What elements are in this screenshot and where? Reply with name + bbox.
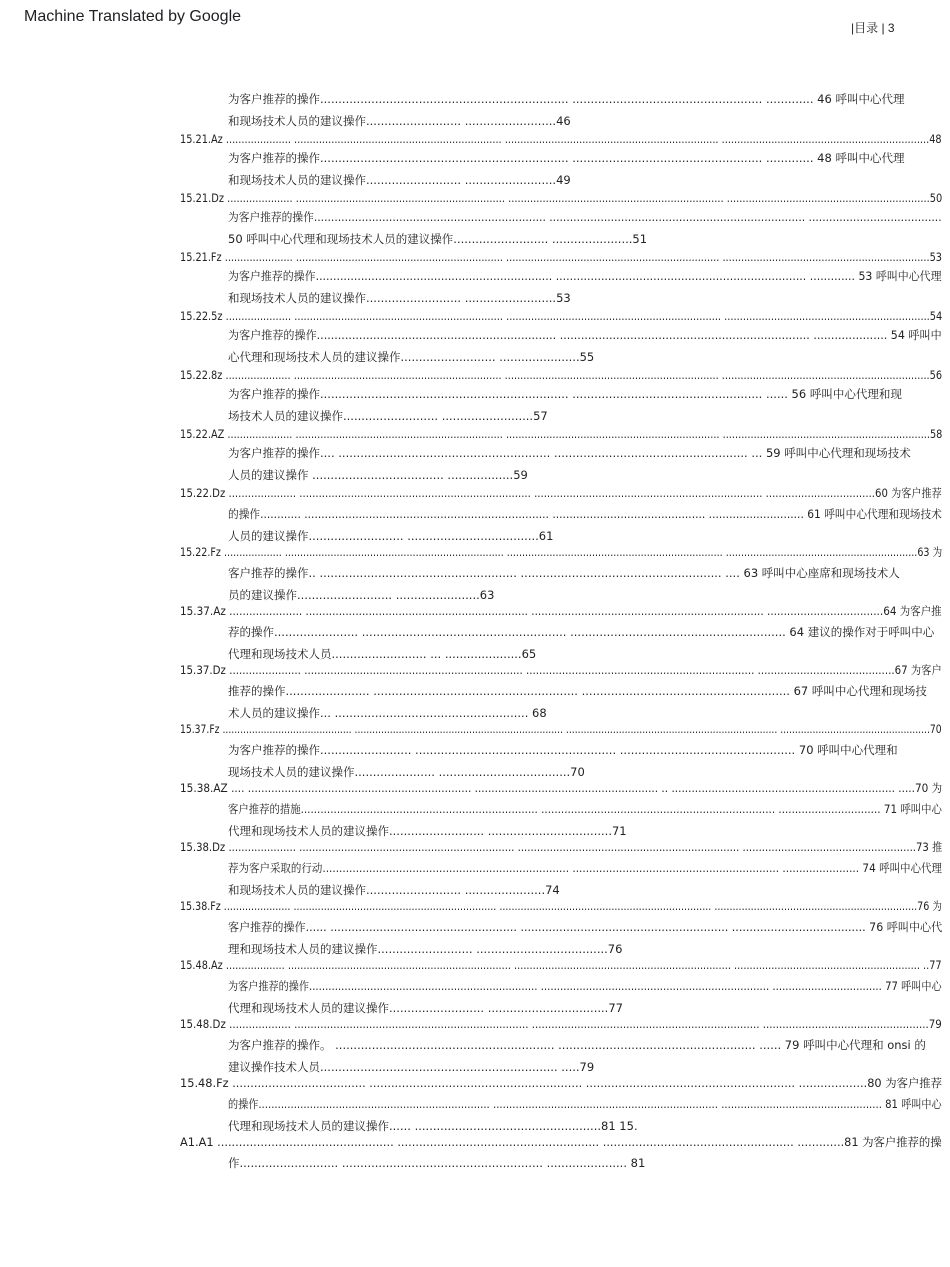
toc-line: 为客户推荐的操作.................................................................... .................................................... ............. 48 呼叫中心代理	[228, 151, 905, 165]
toc-entry[interactable]: 15.22.5z ..................... ................................................................... ..................................................................... ..................................................................54	[180, 309, 943, 323]
toc-entry[interactable]: 15.22.AZ ..................... ................................................................... ..................................................................... ...................................................................58	[180, 427, 943, 441]
toc-entry[interactable]: 15.21.Dz ..................... ................................................................... ..................................................................... .................................................................50	[180, 191, 943, 205]
toc-line: 为客户推荐的操作.................................................................... ........................................................................ ............. 53 呼叫中心代理	[228, 269, 942, 283]
toc-line: 代理和现场技术人员的建议操作.......................... ..................................71	[228, 824, 627, 838]
page-header: |目录 | 3	[851, 21, 895, 35]
toc-line: 的操作............ ........................................................................ ............................................. ............................ 61 呼叫中心代理和现场技术	[228, 507, 942, 521]
toc-line: 作........................... ....................................................... ...................... 81	[228, 1156, 646, 1170]
machine-translation-banner: Machine Translated by Google	[24, 8, 242, 25]
toc-line: 和现场技术人员的建议操作.......................... .........................46	[228, 114, 571, 128]
toc-line: 心代理和现场技术人员的建议操作.......................... ......................55	[228, 350, 595, 364]
toc-entry[interactable]: A1.A1 ................................................. ........................................................ ..................................................... .............81 为客户推荐的操	[180, 1135, 942, 1149]
toc-line: 建议操作技术人员................................................................. .....79	[228, 1060, 595, 1074]
toc-entry[interactable]: 15.38.Dz ..................... ................................................................... ..................................................................... ......................................................73 推	[180, 840, 943, 854]
toc-line: 场技术人员的建议操作.......................... .........................57	[228, 409, 548, 423]
toc-entry[interactable]: 15.22.Dz ..................... ........................................................................ ....................................................................... ..................................60 为客户推荐	[180, 486, 942, 500]
toc-line: 为客户推荐的操作....................................................................... ....................................................................... .................................. 77 呼叫中心	[228, 979, 942, 993]
toc-line: 为客户推荐的操作.................................................................... ........................................................................... .......................................	[228, 210, 942, 224]
toc-line: 代理和现场技术人员的建议操作...... ...................................................81 15.	[228, 1119, 638, 1133]
toc-entry[interactable]: 15.48.Fz ..................................... ........................................................... .......................................................... ...................80 为客户推荐	[180, 1076, 943, 1090]
toc-line: 荐为客户采取的行动.......................................................................... .............................................................. ....................... 74 呼叫中心代理	[228, 861, 943, 875]
toc-line: 现场技术人员的建议操作...................... ....................................70	[228, 765, 585, 779]
toc-entry[interactable]: 15.37.Az ...................... ................................................................... ...................................................................... ...................................64 为客户推	[180, 604, 942, 618]
toc-line: 客户推荐的操作...... ..................................................... ........................................................... ...................................... 76 呼叫中心代	[228, 920, 943, 934]
toc-line: 术人员的建议操作... ..................................................... 68	[228, 706, 547, 720]
toc-line: 荐的操作....................... ........................................................ ........................................................... 64 建议的操作对于呼叫中心	[228, 625, 935, 639]
toc-line: 的操作........................................................................ ...................................................................... .................................................. 81 呼叫中心	[228, 1097, 942, 1111]
toc-line: 客户推荐的措施........................................................................ ....................................................................... ............................... 71 呼叫中心	[228, 802, 942, 816]
toc-line: 50 呼叫中心代理和现场技术人员的建议操作.......................... ......................51	[228, 232, 648, 246]
toc-entry[interactable]: 15.48.Dz ................... ........................................................................ ...................................................................... ...................................................79	[180, 1017, 942, 1031]
toc-line: 客户推荐的操作.. ...................................................... ....................................................... .... 63 呼叫中心座席和现场技术人	[228, 566, 900, 580]
toc-line: 为客户推荐的操作.................................................................... .................................................... ...... 56 呼叫中心代理和现	[228, 387, 902, 401]
toc-line: 人员的建议操作 .................................... ..................59	[228, 468, 528, 482]
toc-line: 人员的建议操作.......................... ....................................61	[228, 529, 554, 543]
toc-line: 代理和现场技术人员的建议操作.......................... .................................77	[228, 1001, 623, 1015]
toc-entry[interactable]: 15.38.AZ .... ................................................................... ....................................................... .. ................................................................... .....70 为	[180, 781, 943, 795]
toc-entry[interactable]: 15.37.Fz ............................................ ....................................................................... ........................................................................ ...................................................70	[180, 722, 942, 736]
toc-line: 员的建议操作.......................... .......................63	[228, 588, 495, 602]
toc-entry[interactable]: 15.38.Fz ...................... ................................................................... ...................................................................... ...................................................................76 为	[180, 899, 942, 913]
toc-entry[interactable]: 15.21.Az ..................... ................................................................... ..................................................................... ...................................................................48	[180, 132, 942, 146]
toc-line: 代理和现场技术人员.......................... ... .....................65	[228, 647, 537, 661]
toc-line: 和现场技术人员的建议操作.......................... .........................53	[228, 291, 571, 305]
toc-line: 为客户推荐的操作.................................................................... .................................................... ............. 46 呼叫中心代理	[228, 92, 905, 106]
toc-entry[interactable]: 15.48.Az ................... ........................................................................ ...................................................................... ............................................................ ..77	[180, 958, 942, 972]
toc-line: 和现场技术人员的建议操作.......................... ......................74	[228, 883, 560, 897]
toc-line: 理和现场技术人员的建议操作.......................... ....................................76	[228, 942, 623, 956]
toc-line: 和现场技术人员的建议操作.......................... .........................49	[228, 173, 571, 187]
toc-line: 为客户推荐的操作.... .......................................................... ..................................................... ... 59 呼叫中心代理和现场技术	[228, 446, 911, 460]
toc-entry[interactable]: 15.22.Fz ................... ........................................................................ ....................................................................... ...............................................................63 为	[180, 545, 943, 559]
toc-line: 为客户推荐的操作......................... ....................................................... ................................................ 70 呼叫中心代理和	[228, 743, 898, 757]
toc-line: 推荐的操作....................... ........................................................ ......................................................... 67 呼叫中心代理和现场技	[228, 684, 927, 698]
toc-line: 为客户推荐的操作。 ............................................................ ...................................................... ...... 79 呼叫中心代理和 onsi 的	[228, 1038, 926, 1052]
toc-line: 为客户推荐的操作.................................................................... ....................................................................... ..................... 54 呼叫中	[228, 328, 942, 342]
toc-entry[interactable]: 15.22.8z ..................... ................................................................... ..................................................................... ...................................................................56	[180, 368, 943, 382]
toc-entry[interactable]: 15.37.Dz ...................... ................................................................... ...................................................................... ..........................................67 为客户	[180, 663, 942, 677]
toc-entry[interactable]: 15.21.Fz ...................... ................................................................... ..................................................................... ...................................................................53	[180, 250, 942, 264]
